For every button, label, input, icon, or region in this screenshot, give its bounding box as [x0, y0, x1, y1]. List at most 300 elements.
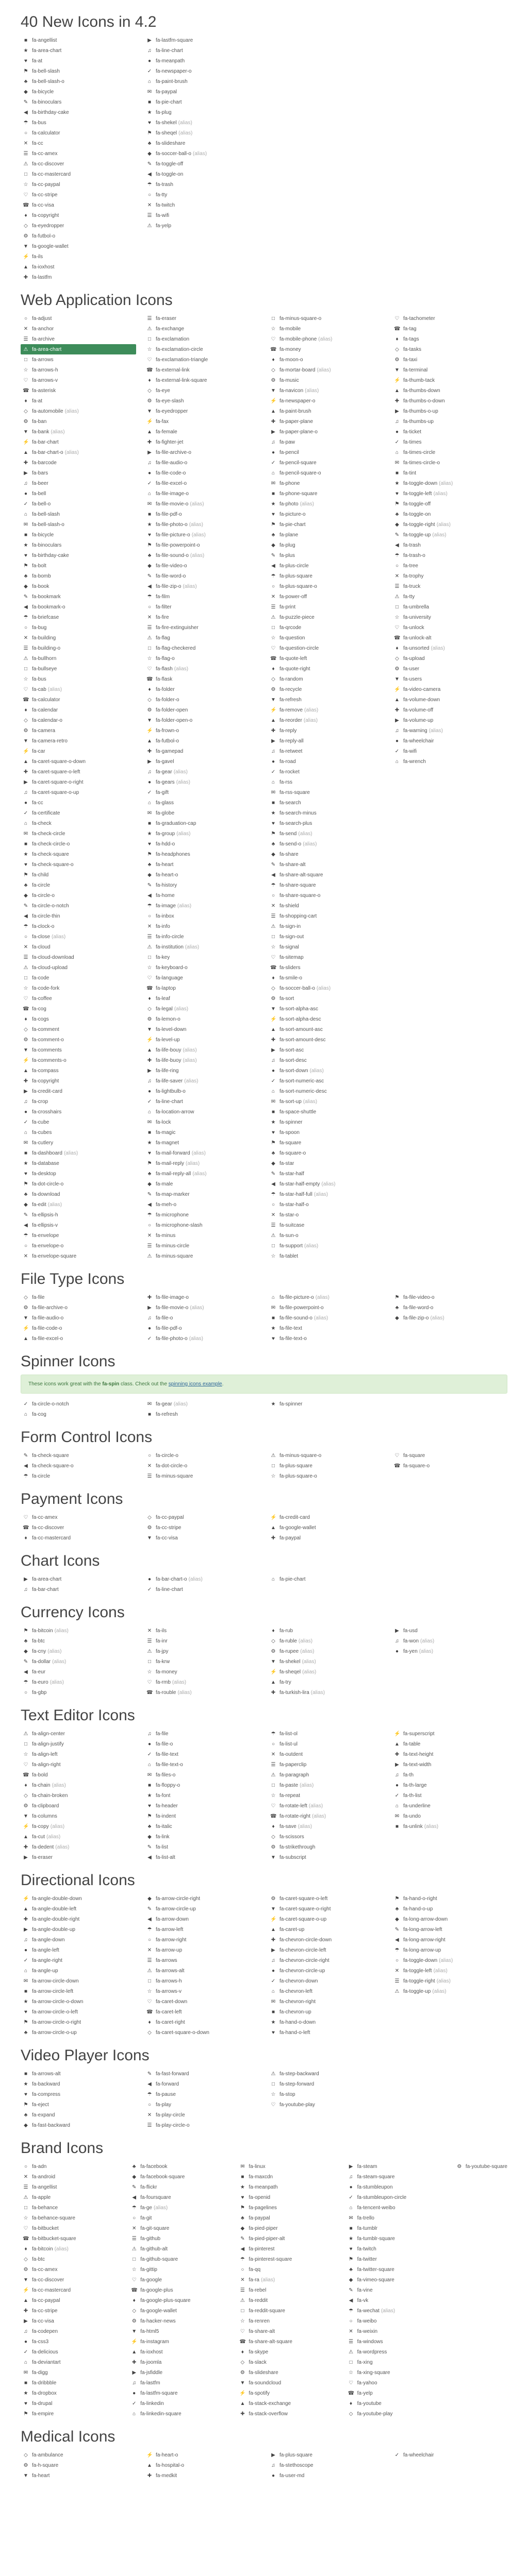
icon-item[interactable]	[144, 1904, 260, 1914]
icon-item[interactable]	[144, 76, 260, 87]
icon-item[interactable]	[268, 1636, 384, 1646]
icon-item[interactable]	[268, 1399, 384, 1409]
icon-item[interactable]	[346, 2398, 446, 2409]
icon-item[interactable]	[392, 736, 507, 746]
icon-item[interactable]	[237, 2336, 337, 2347]
icon-item[interactable]	[21, 478, 136, 488]
icon-item[interactable]	[21, 2192, 121, 2202]
icon-item[interactable]	[21, 66, 136, 76]
icon-item[interactable]	[21, 1461, 136, 1471]
icon-item[interactable]	[268, 2017, 384, 2027]
icon-item[interactable]	[144, 66, 260, 76]
icon-item[interactable]	[268, 1759, 384, 1770]
icon-item[interactable]	[21, 1045, 136, 1055]
icon-item[interactable]	[144, 1677, 260, 1687]
icon-item[interactable]	[144, 1302, 260, 1313]
icon-item[interactable]	[21, 859, 136, 870]
icon-item[interactable]	[21, 2450, 136, 2460]
icon-item[interactable]	[129, 2347, 229, 2357]
icon-item[interactable]	[21, 973, 136, 983]
icon-item[interactable]	[268, 901, 384, 911]
icon-item[interactable]	[144, 1333, 260, 1344]
icon-item[interactable]	[392, 1976, 507, 1986]
icon-item[interactable]	[144, 1014, 260, 1024]
icon-item[interactable]	[237, 2213, 337, 2223]
icon-item[interactable]	[237, 2223, 337, 2233]
icon-item[interactable]	[392, 694, 507, 705]
icon-item[interactable]	[268, 1842, 384, 1852]
icon-item[interactable]	[21, 128, 136, 138]
icon-item[interactable]	[268, 1117, 384, 1127]
icon-item[interactable]	[237, 2244, 337, 2254]
icon-item[interactable]	[268, 736, 384, 746]
icon-item[interactable]	[268, 354, 384, 365]
icon-item[interactable]	[21, 1065, 136, 1076]
icon-item[interactable]	[21, 406, 136, 416]
icon-item[interactable]	[21, 159, 136, 169]
icon-item[interactable]	[237, 2275, 337, 2285]
icon-item[interactable]	[144, 1138, 260, 1148]
icon-item[interactable]	[392, 519, 507, 530]
icon-item[interactable]	[268, 674, 384, 684]
icon-item[interactable]	[144, 2027, 260, 2038]
icon-item[interactable]	[21, 602, 136, 612]
icon-item[interactable]	[237, 2285, 337, 2295]
icon-item[interactable]	[237, 2367, 337, 2378]
icon-item[interactable]	[268, 1512, 384, 1522]
icon-item[interactable]	[144, 1076, 260, 1086]
icon-item[interactable]	[346, 2182, 446, 2192]
icon-item[interactable]	[129, 2326, 229, 2336]
icon-item[interactable]	[21, 2069, 136, 2079]
icon-item[interactable]	[268, 2089, 384, 2099]
icon-item[interactable]	[268, 519, 384, 530]
icon-item[interactable]	[392, 1759, 507, 1770]
icon-item[interactable]	[144, 664, 260, 674]
icon-item[interactable]	[21, 210, 136, 221]
icon-item[interactable]	[346, 2409, 446, 2419]
icon-item[interactable]	[144, 1976, 260, 1986]
icon-item[interactable]	[21, 457, 136, 468]
icon-item[interactable]	[144, 1399, 260, 1409]
icon-item[interactable]	[144, 931, 260, 942]
icon-item[interactable]	[268, 437, 384, 447]
icon-item[interactable]	[268, 1148, 384, 1158]
icon-item[interactable]	[144, 200, 260, 210]
icon-item[interactable]	[268, 653, 384, 664]
icon-item[interactable]	[144, 1821, 260, 1832]
icon-item[interactable]	[21, 1333, 136, 1344]
icon-item[interactable]	[346, 2264, 446, 2275]
icon-item[interactable]	[21, 2275, 121, 2285]
icon-item[interactable]	[392, 1935, 507, 1945]
icon-item[interactable]	[21, 97, 136, 107]
icon-item[interactable]	[144, 385, 260, 396]
icon-item[interactable]	[21, 1313, 136, 1323]
icon-item[interactable]	[21, 1168, 136, 1179]
icon-item[interactable]	[144, 1667, 260, 1677]
icon-item[interactable]	[268, 942, 384, 952]
icon-item[interactable]	[21, 1914, 136, 1924]
icon-item[interactable]	[237, 2254, 337, 2264]
icon-item[interactable]	[129, 2367, 229, 2378]
icon-item[interactable]	[129, 2378, 229, 2388]
icon-item[interactable]	[129, 2202, 229, 2213]
icon-item[interactable]	[21, 571, 136, 581]
icon-item[interactable]	[129, 2336, 229, 2347]
icon-item[interactable]	[21, 725, 136, 736]
icon-item[interactable]	[21, 1955, 136, 1965]
icon-item[interactable]	[268, 1832, 384, 1842]
icon-item[interactable]	[144, 561, 260, 571]
icon-item[interactable]	[392, 591, 507, 602]
icon-item[interactable]	[346, 2295, 446, 2306]
icon-item[interactable]	[346, 2306, 446, 2316]
icon-item[interactable]	[144, 880, 260, 890]
icon-item[interactable]	[21, 2254, 121, 2264]
icon-item[interactable]	[237, 2347, 337, 2357]
icon-item[interactable]	[392, 633, 507, 643]
icon-item[interactable]	[237, 2182, 337, 2192]
spinning-icons-example-link[interactable]: spinning icons example	[168, 1381, 222, 1387]
icon-item[interactable]	[144, 1636, 260, 1646]
icon-item[interactable]	[21, 2336, 121, 2347]
icon-item[interactable]	[21, 1965, 136, 1976]
icon-item[interactable]	[21, 416, 136, 427]
icon-item[interactable]	[144, 45, 260, 56]
icon-item[interactable]	[268, 1251, 384, 1261]
icon-item[interactable]	[21, 1179, 136, 1189]
icon-item[interactable]	[144, 499, 260, 509]
icon-item[interactable]	[268, 1138, 384, 1148]
icon-item[interactable]	[129, 2254, 229, 2264]
icon-item[interactable]	[144, 447, 260, 457]
icon-item[interactable]	[21, 2182, 121, 2192]
icon-item[interactable]	[21, 2347, 121, 2357]
icon-item[interactable]	[268, 1076, 384, 1086]
icon-item[interactable]	[21, 45, 136, 56]
icon-item[interactable]	[144, 952, 260, 962]
icon-item[interactable]	[144, 1230, 260, 1241]
icon-item[interactable]	[21, 901, 136, 911]
icon-item[interactable]	[21, 1471, 136, 1481]
icon-item[interactable]	[268, 2099, 384, 2110]
icon-item[interactable]	[21, 1004, 136, 1014]
icon-item[interactable]	[268, 1533, 384, 1543]
icon-item[interactable]	[21, 2110, 136, 2120]
icon-item[interactable]	[346, 2326, 446, 2336]
icon-item[interactable]	[21, 746, 136, 756]
icon-item[interactable]	[21, 1667, 136, 1677]
icon-item[interactable]	[268, 581, 384, 591]
icon-item[interactable]	[144, 684, 260, 694]
icon-item[interactable]	[237, 2316, 337, 2326]
icon-item[interactable]	[268, 1893, 384, 1904]
icon-item[interactable]	[392, 1801, 507, 1811]
icon-item[interactable]	[21, 1811, 136, 1821]
icon-item[interactable]	[392, 1790, 507, 1801]
icon-item[interactable]	[21, 880, 136, 890]
icon-item[interactable]	[392, 1770, 507, 1780]
icon-item[interactable]	[268, 1574, 384, 1584]
icon-item[interactable]	[268, 1107, 384, 1117]
icon-item[interactable]	[144, 674, 260, 684]
icon-item[interactable]	[144, 1055, 260, 1065]
icon-item[interactable]	[21, 2398, 121, 2409]
icon-item[interactable]	[268, 396, 384, 406]
icon-item[interactable]	[346, 2336, 446, 2347]
icon-item[interactable]	[144, 1199, 260, 1210]
icon-item[interactable]	[392, 406, 507, 416]
icon-item[interactable]	[144, 911, 260, 921]
icon-item[interactable]	[21, 870, 136, 880]
icon-item[interactable]	[21, 437, 136, 447]
icon-item[interactable]	[392, 313, 507, 324]
icon-item[interactable]	[129, 2233, 229, 2244]
icon-item[interactable]	[21, 787, 136, 798]
icon-item[interactable]	[144, 1313, 260, 1323]
icon-item[interactable]	[268, 1096, 384, 1107]
icon-item[interactable]	[144, 138, 260, 148]
icon-item[interactable]	[392, 540, 507, 550]
icon-item[interactable]	[346, 2347, 446, 2357]
icon-item[interactable]	[144, 643, 260, 653]
icon-item[interactable]	[129, 2161, 229, 2172]
icon-item[interactable]	[392, 705, 507, 715]
icon-item[interactable]	[268, 1127, 384, 1138]
icon-item[interactable]	[144, 1461, 260, 1471]
icon-item[interactable]	[144, 591, 260, 602]
icon-item[interactable]	[21, 2017, 136, 2027]
icon-item[interactable]	[237, 2326, 337, 2336]
icon-item[interactable]	[144, 416, 260, 427]
icon-item[interactable]	[268, 2069, 384, 2079]
icon-item[interactable]	[268, 1739, 384, 1749]
icon-item[interactable]	[268, 859, 384, 870]
icon-item[interactable]	[268, 1945, 384, 1955]
icon-item[interactable]	[268, 602, 384, 612]
icon-item[interactable]	[21, 1158, 136, 1168]
icon-item[interactable]	[144, 354, 260, 365]
icon-item[interactable]	[21, 705, 136, 715]
icon-item[interactable]	[346, 2285, 446, 2295]
icon-item[interactable]	[21, 1852, 136, 1862]
icon-item[interactable]	[392, 602, 507, 612]
icon-item[interactable]	[346, 2254, 446, 2264]
icon-item[interactable]	[268, 1780, 384, 1790]
icon-item[interactable]	[21, 1677, 136, 1687]
icon-item[interactable]	[144, 602, 260, 612]
icon-item[interactable]	[144, 1127, 260, 1138]
icon-item[interactable]	[268, 952, 384, 962]
icon-item[interactable]	[268, 530, 384, 540]
icon-item[interactable]	[392, 1924, 507, 1935]
icon-item[interactable]	[392, 1821, 507, 1832]
icon-item[interactable]	[21, 1323, 136, 1333]
icon-item[interactable]	[268, 1965, 384, 1976]
icon-item[interactable]	[144, 839, 260, 849]
icon-item[interactable]	[21, 1986, 136, 1996]
icon-item[interactable]	[21, 1035, 136, 1045]
icon-item[interactable]	[21, 2326, 121, 2336]
icon-item[interactable]	[392, 581, 507, 591]
icon-item[interactable]	[268, 1749, 384, 1759]
icon-item[interactable]	[268, 746, 384, 756]
icon-item[interactable]	[21, 519, 136, 530]
icon-item[interactable]	[392, 643, 507, 653]
icon-item[interactable]	[144, 1996, 260, 2007]
icon-item[interactable]	[21, 1935, 136, 1945]
icon-item[interactable]	[268, 1522, 384, 1533]
icon-item[interactable]	[21, 447, 136, 457]
icon-item[interactable]	[346, 2192, 446, 2202]
icon-item[interactable]	[392, 1302, 507, 1313]
icon-item[interactable]	[268, 334, 384, 344]
icon-item[interactable]	[144, 746, 260, 756]
icon-item[interactable]	[268, 725, 384, 736]
icon-item[interactable]	[129, 2295, 229, 2306]
icon-item[interactable]	[21, 2213, 121, 2223]
icon-item[interactable]	[21, 334, 136, 344]
icon-item[interactable]	[144, 1687, 260, 1698]
icon-item[interactable]	[144, 1158, 260, 1168]
icon-item[interactable]	[268, 1168, 384, 1179]
icon-item[interactable]	[268, 1323, 384, 1333]
icon-item[interactable]	[268, 962, 384, 973]
icon-item[interactable]	[268, 1241, 384, 1251]
icon-item[interactable]	[21, 2007, 136, 2017]
icon-item[interactable]	[268, 1667, 384, 1677]
icon-item[interactable]	[268, 375, 384, 385]
icon-item[interactable]	[144, 612, 260, 622]
icon-item[interactable]	[21, 1117, 136, 1127]
icon-item[interactable]	[144, 117, 260, 128]
icon-item[interactable]	[268, 1976, 384, 1986]
icon-item[interactable]	[144, 828, 260, 839]
icon-item[interactable]	[268, 622, 384, 633]
icon-item[interactable]	[129, 2244, 229, 2254]
icon-item[interactable]	[21, 1790, 136, 1801]
icon-item[interactable]	[392, 1461, 507, 1471]
icon-item[interactable]	[268, 643, 384, 653]
icon-item[interactable]	[268, 1189, 384, 1199]
icon-item[interactable]	[144, 633, 260, 643]
icon-item[interactable]	[21, 262, 136, 272]
icon-item[interactable]	[21, 2409, 121, 2419]
icon-item[interactable]	[144, 2069, 260, 2079]
icon-item[interactable]	[144, 1759, 260, 1770]
icon-item[interactable]	[21, 756, 136, 767]
icon-item[interactable]	[268, 509, 384, 519]
icon-item[interactable]	[392, 447, 507, 457]
icon-item[interactable]	[392, 1904, 507, 1914]
icon-item[interactable]	[346, 2357, 446, 2367]
icon-item[interactable]	[268, 715, 384, 725]
icon-item[interactable]	[21, 1533, 136, 1543]
icon-item[interactable]	[21, 1148, 136, 1158]
icon-item[interactable]	[21, 375, 136, 385]
icon-item[interactable]	[144, 396, 260, 406]
icon-item[interactable]	[268, 808, 384, 818]
icon-item[interactable]	[21, 221, 136, 231]
icon-item[interactable]	[392, 375, 507, 385]
icon-item[interactable]	[392, 674, 507, 684]
icon-item[interactable]	[144, 530, 260, 540]
icon-item[interactable]	[268, 973, 384, 983]
icon-item[interactable]	[392, 2450, 507, 2460]
icon-item[interactable]	[268, 478, 384, 488]
icon-item[interactable]	[268, 324, 384, 334]
icon-item[interactable]	[21, 581, 136, 591]
icon-item[interactable]	[237, 2409, 337, 2419]
icon-item[interactable]	[144, 550, 260, 561]
icon-item[interactable]	[268, 1914, 384, 1924]
icon-item[interactable]	[144, 1574, 260, 1584]
icon-item[interactable]	[237, 2398, 337, 2409]
icon-item[interactable]	[392, 571, 507, 581]
icon-item[interactable]	[21, 561, 136, 571]
icon-item[interactable]	[21, 530, 136, 540]
icon-item[interactable]	[268, 684, 384, 694]
icon-item[interactable]	[268, 313, 384, 324]
icon-item[interactable]	[21, 2264, 121, 2275]
icon-item[interactable]	[21, 633, 136, 643]
icon-item[interactable]	[268, 1004, 384, 1014]
icon-item[interactable]	[392, 756, 507, 767]
icon-item[interactable]	[144, 1117, 260, 1127]
icon-item[interactable]	[144, 313, 260, 324]
icon-item[interactable]	[144, 1533, 260, 1543]
icon-item[interactable]	[21, 1399, 136, 1409]
icon-item[interactable]	[144, 1832, 260, 1842]
icon-item[interactable]	[268, 633, 384, 643]
icon-item[interactable]	[268, 1450, 384, 1461]
icon-item[interactable]	[268, 406, 384, 416]
icon-item[interactable]	[144, 870, 260, 880]
icon-item[interactable]	[144, 1450, 260, 1461]
icon-item[interactable]	[144, 921, 260, 931]
icon-item[interactable]	[21, 1801, 136, 1811]
icon-item[interactable]	[268, 499, 384, 509]
icon-item[interactable]	[144, 1646, 260, 1656]
icon-item[interactable]	[21, 179, 136, 190]
icon-item[interactable]	[268, 849, 384, 859]
icon-item[interactable]	[21, 35, 136, 45]
icon-item[interactable]	[129, 2316, 229, 2326]
icon-item[interactable]	[144, 179, 260, 190]
icon-item[interactable]	[21, 1138, 136, 1148]
icon-item[interactable]	[21, 550, 136, 561]
icon-item[interactable]	[268, 427, 384, 437]
icon-item[interactable]	[268, 839, 384, 849]
icon-item[interactable]	[144, 190, 260, 200]
icon-item[interactable]	[21, 952, 136, 962]
icon-item[interactable]	[21, 324, 136, 334]
icon-item[interactable]	[21, 653, 136, 664]
icon-item[interactable]	[237, 2306, 337, 2316]
icon-item[interactable]	[144, 1035, 260, 1045]
icon-item[interactable]	[21, 1770, 136, 1780]
icon-item[interactable]	[21, 2316, 121, 2326]
icon-item[interactable]	[392, 344, 507, 354]
icon-item[interactable]	[392, 334, 507, 344]
icon-item[interactable]	[21, 777, 136, 787]
icon-item[interactable]	[144, 705, 260, 715]
icon-item[interactable]	[237, 2233, 337, 2244]
icon-item[interactable]	[21, 890, 136, 901]
icon-item[interactable]	[21, 385, 136, 396]
icon-item[interactable]	[21, 993, 136, 1004]
